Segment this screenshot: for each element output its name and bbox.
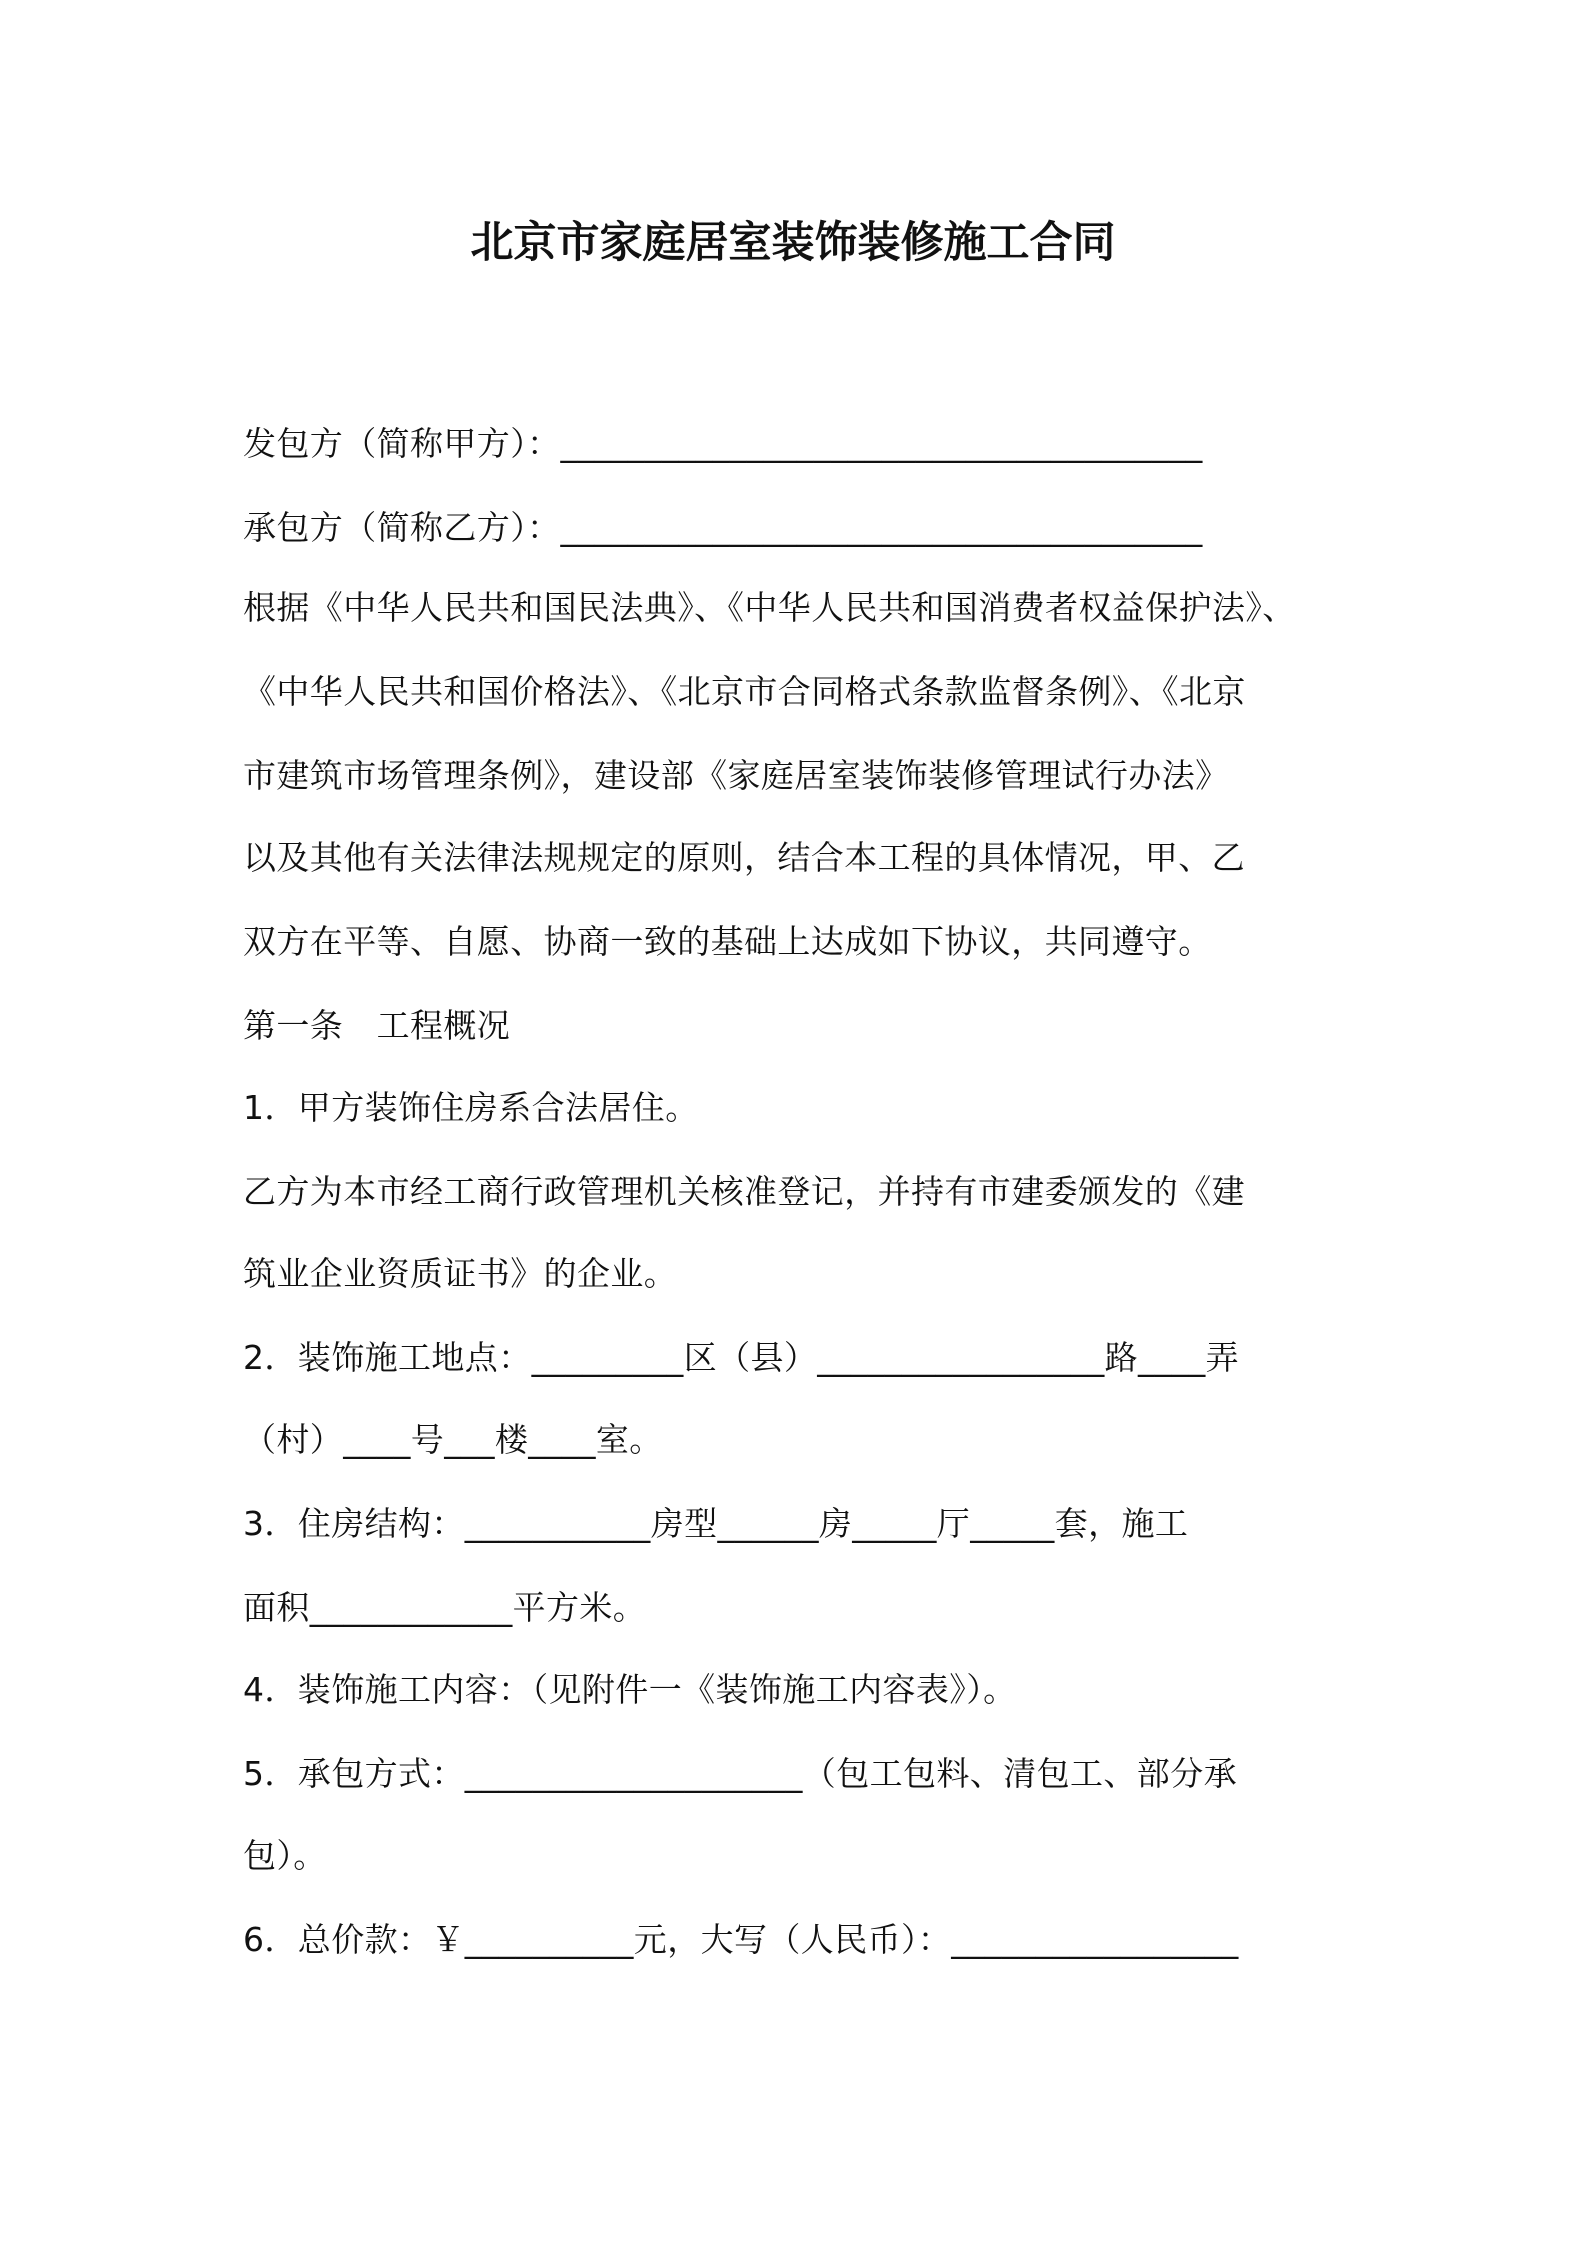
clause-5-line-2: 包）。: [243, 1836, 327, 1875]
preamble-line-3: 市建筑市场管理条例》，建设部《家庭居室装饰装修管理试行办法》: [243, 756, 1229, 795]
clause-6-line: 6．总价款：￥__________元，大写（人民币）：_________________: [243, 1920, 1239, 1959]
preamble-line-2: 《中华人民共和国价格法》、《北京市合同格式条款监督条例》、《北京: [243, 672, 1246, 711]
clause-2-line-1: 2．装饰施工地点：_________区（县）_________________路____弄: [243, 1338, 1239, 1377]
clause-4-line: 4．装饰施工内容：（见附件一《装饰施工内容表》）。: [243, 1670, 1017, 1709]
preamble-line-1: 根据《中华人民共和国民法典》、《中华人民共和国消费者权益保护法》、: [243, 588, 1296, 627]
clause-1-line-1: 1．甲方装饰住房系合法居住。: [243, 1088, 699, 1127]
party-b-line: 承包方（简称乙方）：______________________________________: [243, 508, 1203, 547]
clause-1-line-2: 乙方为本市经工商行政管理机关核准登记，并持有市建委颁发的《建: [243, 1172, 1245, 1211]
article-1-heading: 第一条 工程概况: [243, 1006, 511, 1045]
clause-3-line-1: 3．住房结构：___________房型______房_____厅_____套，施工: [243, 1504, 1189, 1543]
clause-3-line-2: 面积____________平方米。: [243, 1588, 647, 1627]
clause-5-line-1: 5．承包方式：____________________（包工包料、清包工、部分承: [243, 1754, 1237, 1793]
clause-2-line-2: （村）____号___楼____室。: [243, 1420, 663, 1459]
document-title: 北京市家庭居室装饰装修施工合同: [470, 218, 1116, 268]
party-a-line: 发包方（简称甲方）：______________________________________: [243, 424, 1203, 463]
clause-1-line-3: 筑业企业资质证书》的企业。: [243, 1254, 678, 1293]
preamble-line-5: 双方在平等、自愿、协商一致的基础上达成如下协议，共同遵守。: [243, 922, 1212, 961]
preamble-line-4: 以及其他有关法律法规规定的原则，结合本工程的具体情况，甲、乙: [243, 838, 1245, 877]
